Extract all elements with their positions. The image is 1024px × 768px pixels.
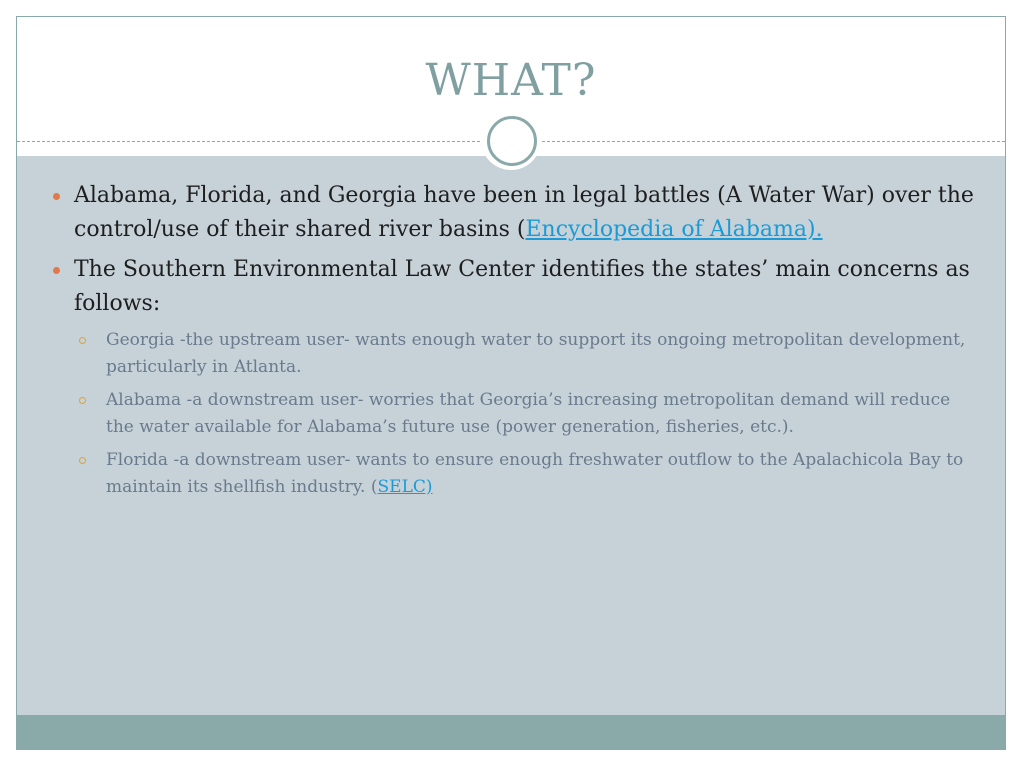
bullet-item-selc <box>47 253 977 321</box>
outer-ring <box>487 116 537 166</box>
hollow-circle-icon <box>79 397 86 404</box>
double-ring-icon <box>481 110 541 170</box>
subbullet-florida <box>47 447 977 501</box>
bullet-text: Alabama, Florida, and Georgia have been in legal battles (A Water War) over the control/use of their shared river basins ( <box>74 183 974 242</box>
encyclopedia-link[interactable]: Encyclopedia of Alabama). <box>525 217 823 242</box>
subbullet-alabama <box>47 387 977 441</box>
bullet-text: The Southern Environmental Law Center identifies the states’ main concerns as follows: <box>74 257 970 316</box>
subbullet-text: Alabama -a downstream user- worries that Georgia’s increasing metropolitan demand will reduce the water available for Alabama’s future use (power generation, fisheries, etc.). <box>106 390 951 437</box>
body-text <box>47 179 977 507</box>
subbullet-text: Florida -a downstream user- wants to ensure enough freshwater outflow to the Apalachicola Bay to maintain its shellfish industry. ( <box>106 450 964 497</box>
filled-dot-icon <box>53 193 60 200</box>
bullet-item-water-war <box>47 179 977 247</box>
selc-link[interactable]: SELC) <box>377 477 433 497</box>
subbullet-text: Georgia -the upstream user- wants enough water to support its ongoing metropolitan development, particularly in Atlanta. <box>106 330 966 377</box>
footer-band <box>17 715 1005 749</box>
hollow-circle-icon <box>79 337 86 344</box>
slide-title: WHAT? <box>425 55 597 106</box>
filled-dot-icon <box>53 267 60 274</box>
hollow-circle-icon <box>79 457 86 464</box>
subbullet-georgia <box>47 327 977 381</box>
slide <box>16 16 1006 750</box>
